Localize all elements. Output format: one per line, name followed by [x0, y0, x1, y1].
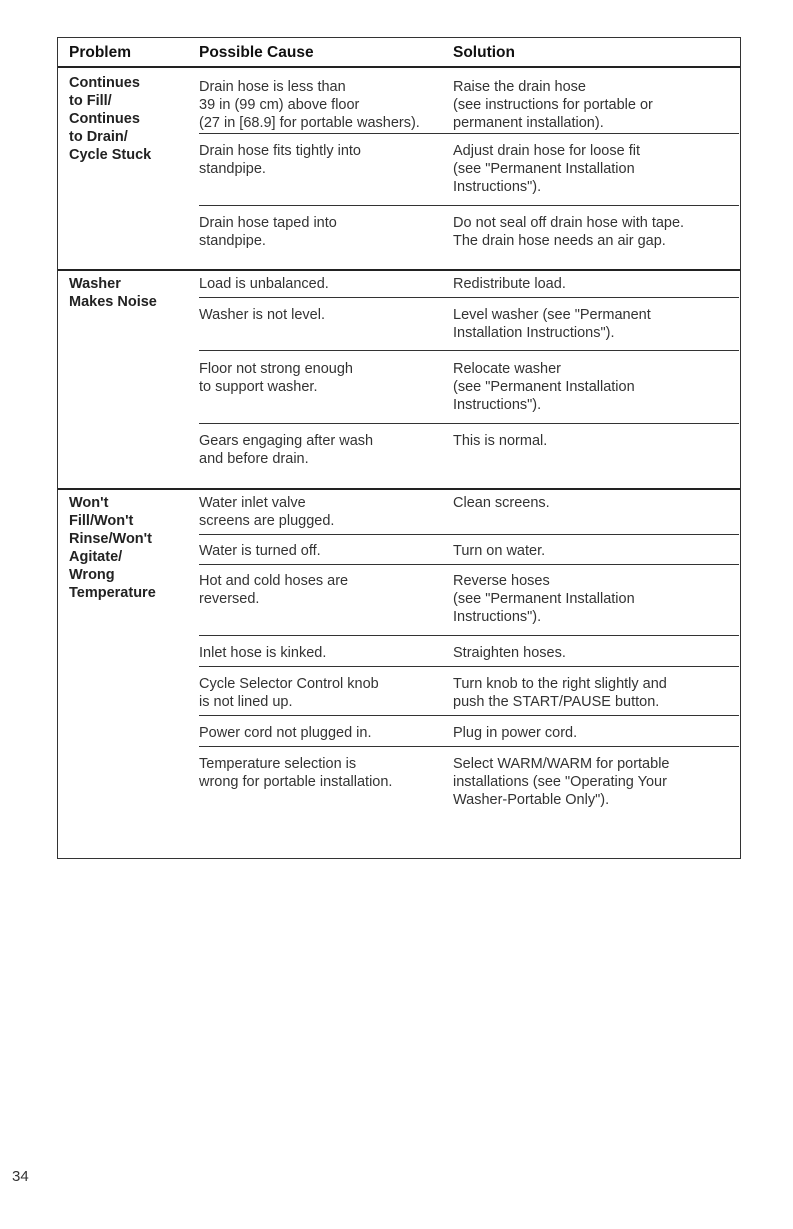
problem-group-wont-fill [58, 488, 740, 858]
cause-text: Water inlet valve screens are plugged. [199, 495, 335, 529]
solution-text: Level washer (see "Permanent Installation Instructions"). [453, 307, 651, 341]
header-solution: Solution [453, 44, 515, 61]
cause-text: Washer is not level. [199, 307, 325, 323]
table-row [199, 755, 739, 813]
cause-text: Drain hose is less than 39 in (99 cm) above floor (27 in [68.9] for portable washers). [199, 79, 420, 131]
page-number: 34 [12, 1168, 29, 1185]
solution-text: Reverse hoses (see "Permanent Installation Instructions"). [453, 573, 635, 625]
problem-title: Won't Fill/Won't Rinse/Won't Agitate/ Wrong Temperature [69, 495, 156, 601]
table-row [199, 360, 739, 424]
solution-text: Redistribute load. [453, 276, 566, 292]
cause-text: Load is unbalanced. [199, 276, 329, 292]
solution-text: Adjust drain hose for loose fit (see "Permanent Installation Instructions"). [453, 143, 640, 195]
solution-text: Turn knob to the right slightly and push the START/PAUSE button. [453, 676, 667, 710]
cause-text: Drain hose taped into standpipe. [199, 215, 337, 249]
solution-text: Do not seal off drain hose with tape. The drain hose needs an air gap. [453, 215, 685, 249]
solution-text: Relocate washer (see "Permanent Installation Instructions"). [453, 361, 635, 413]
table-row [199, 675, 739, 716]
table-row [199, 214, 739, 254]
problem-title: Continues to Fill/ Continues to Drain/ Cycle Stuck [69, 75, 152, 163]
table-row [199, 432, 739, 474]
problem-group-washer-makes-noise [58, 269, 740, 481]
solution-text: Plug in power cord. [453, 725, 578, 741]
solution-text: This is normal. [453, 433, 548, 449]
cause-text: Gears engaging after wash and before drain. [199, 433, 374, 467]
solution-text: Turn on water. [453, 543, 546, 559]
troubleshooting-table [57, 37, 741, 859]
header-possible-cause: Possible Cause [199, 44, 314, 61]
table-row [199, 572, 739, 636]
problem-group-continues-to-fill [58, 68, 740, 269]
cause-text: Cycle Selector Control knob is not lined up. [199, 676, 379, 710]
cause-text: Drain hose fits tightly into standpipe. [199, 143, 361, 177]
cause-text: Temperature selection is wrong for portable installation. [199, 756, 393, 790]
table-row [199, 724, 739, 747]
table-row [199, 542, 739, 565]
table-row [199, 142, 739, 206]
table-row [199, 644, 739, 667]
cause-text: Inlet hose is kinked. [199, 645, 327, 661]
table-row [199, 306, 739, 351]
cause-text: Water is turned off. [199, 543, 321, 559]
solution-text: Select WARM/WARM for portable installations (see "Operating Your Washer-Portable Only"). [453, 756, 670, 808]
table-row [199, 78, 739, 134]
cause-text: Power cord not plugged in. [199, 725, 372, 741]
table-header [58, 38, 740, 68]
solution-text: Raise the drain hose (see instructions for portable or permanent installation). [453, 79, 653, 131]
cause-text: Hot and cold hoses are reversed. [199, 573, 349, 607]
header-problem: Problem [69, 44, 132, 61]
problem-title: Washer Makes Noise [69, 276, 157, 310]
cause-text: Floor not strong enough to support washer. [199, 361, 353, 395]
solution-text: Straighten hoses. [453, 645, 566, 661]
table-row [199, 275, 739, 298]
solution-text: Clean screens. [453, 495, 550, 511]
table-row [199, 494, 739, 535]
